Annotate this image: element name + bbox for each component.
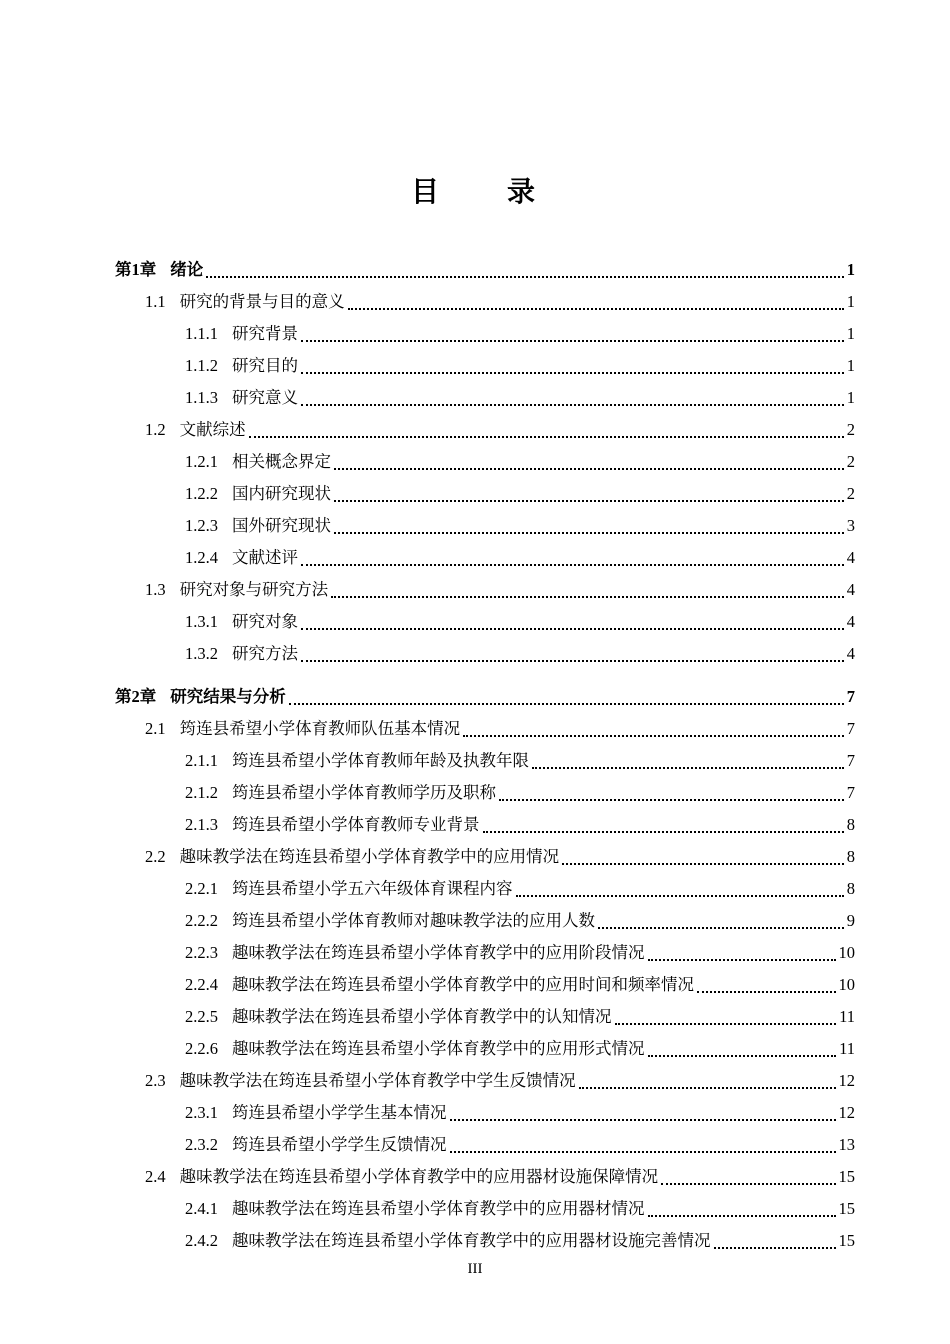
toc-leader-dots [463,735,844,737]
toc-entry [115,969,855,1001]
toc-leader-dots [301,660,844,662]
toc-leader-dots [661,1183,835,1185]
toc-entry [115,809,855,841]
toc-entry-number: 1.2.3 [185,516,218,535]
toc-entry-page: 7 [846,783,855,802]
toc-entry [115,937,855,969]
toc-entry-page: 15 [838,1167,855,1186]
toc-entry-page: 8 [846,847,855,866]
toc-entry-page: 4 [846,612,855,631]
page-title: 目 录 [410,177,539,208]
toc-entry-number: 2.4.1 [185,1199,218,1218]
toc-leader-dots [483,831,844,833]
toc-leader-dots [331,596,844,598]
toc-leader-dots [499,799,844,801]
toc-entry-title: 筠连县希望小学体育教师年龄及执教年限 [232,751,529,770]
toc-leader-dots [714,1247,836,1249]
toc-entry-title: 国外研究现状 [232,516,331,535]
toc-entry-title: 趣味教学法在筠连县希望小学体育教学中学生反馈情况 [179,1071,576,1090]
toc-entry-number: 2.2.2 [185,911,218,930]
toc-entry [115,905,855,937]
toc-entry [115,1065,855,1097]
toc-entry [115,638,855,670]
toc-leader-dots [301,564,844,566]
toc-entry-number: 2.3 [145,1071,166,1090]
toc-leader-dots [562,863,844,865]
toc-entry-title: 趣味教学法在筠连县希望小学体育教学中的应用阶段情况 [232,943,645,962]
toc-leader-dots [648,959,836,961]
toc-entry-number: 1.3.2 [185,644,218,663]
toc-leader-dots [516,895,844,897]
toc-entry-number: 2.3.1 [185,1103,218,1122]
toc-entry-page: 12 [838,1071,855,1090]
toc-entry-number: 2.3.2 [185,1135,218,1154]
toc-entry-title: 趣味教学法在筠连县希望小学体育教学中的应用器材设施保障情况 [179,1167,659,1186]
toc-entry-number: 2.2.5 [185,1007,218,1026]
toc-entry-page: 2 [846,484,855,503]
toc-entry [115,350,855,382]
toc-entry-title: 趣味教学法在筠连县希望小学体育教学中的应用器材设施完善情况 [232,1231,711,1250]
toc-entry-number: 2.2.4 [185,975,218,994]
toc-entry-title: 趣味教学法在筠连县希望小学体育教学中的应用情况 [179,847,560,866]
toc-entry-title: 国内研究现状 [232,484,331,503]
toc-entry [115,606,855,638]
toc-leader-dots [334,532,844,534]
toc-entry-number: 2.2.3 [185,943,218,962]
toc-entry-title: 筠连县希望小学体育教师对趣味教学法的应用人数 [232,911,595,930]
toc-entry-title: 相关概念界定 [232,452,331,471]
toc-entry-number: 1.1.3 [185,388,218,407]
toc-entry-page: 11 [839,1007,855,1026]
toc-entry-page: 2 [846,452,855,471]
toc-entry [115,745,855,777]
toc-entry [115,478,855,510]
toc-entry [115,1001,855,1033]
toc-entry-page: 10 [838,943,855,962]
toc-entry-title: 文献综述 [179,420,246,439]
toc-entry-page: 7 [846,719,855,738]
toc-entry-number: 1.1.2 [185,356,218,375]
toc-entry [115,286,855,318]
toc-entry-title: 绪论 [170,260,204,279]
toc-leader-dots [249,436,844,438]
toc-entry-number: 1.2 [145,420,166,439]
toc-entry-number: 1.2.4 [185,548,218,567]
toc-entry-number: 2.4.2 [185,1231,218,1250]
toc-entry [115,681,855,713]
toc-entry-page: 4 [846,580,855,599]
toc-entry-number: 2.2.1 [185,879,218,898]
toc-leader-dots [697,991,836,993]
toc-list [115,254,855,1257]
toc-leader-dots [615,1023,837,1025]
toc-entry-number: 1.1 [145,292,166,311]
toc-entry-title: 筠连县希望小学学生反馈情况 [232,1135,447,1154]
toc-entry-title: 趣味教学法在筠连县希望小学体育教学中的认知情况 [232,1007,612,1026]
toc-entry [115,1193,855,1225]
toc-leader-dots [301,372,844,374]
toc-entry-number: 2.2 [145,847,166,866]
toc-leader-dots [334,500,844,502]
toc-entry-page: 10 [838,975,855,994]
toc-leader-dots [579,1087,836,1089]
toc-entry-title: 研究背景 [232,324,298,343]
toc-leader-dots [648,1215,836,1217]
toc-entry-number: 1.2.1 [185,452,218,471]
toc-entry-title: 研究方法 [232,644,298,663]
toc-entry [115,841,855,873]
toc-entry-title: 研究对象与研究方法 [179,580,329,599]
toc-entry-title: 研究结果与分析 [170,687,286,706]
toc-entry [115,574,855,606]
toc-entry-number: 2.1.3 [185,815,218,834]
toc-entry-page: 11 [839,1039,855,1058]
footer-page-number: III [467,1261,483,1277]
toc-entry-title: 研究目的 [232,356,298,375]
toc-entry-page: 1 [846,292,855,311]
toc-leader-dots [532,767,844,769]
toc-entry [115,318,855,350]
toc-leader-dots [598,927,844,929]
toc-entry-page: 15 [838,1199,855,1218]
toc-entry-page: 7 [846,751,855,770]
toc-entry-title: 筠连县希望小学五六年级体育课程内容 [232,879,513,898]
toc-entry-page: 13 [838,1135,855,1154]
toc-leader-dots [450,1119,836,1121]
toc-entry [115,510,855,542]
toc-entry-page: 15 [838,1231,855,1250]
toc-leader-dots [301,340,844,342]
toc-leader-dots [301,404,844,406]
toc-entry [115,1225,855,1257]
toc-entry-number: 2.2.6 [185,1039,218,1058]
toc-entry-page: 1 [846,388,855,407]
toc-leader-dots [450,1151,836,1153]
toc-entry-title: 文献述评 [232,548,298,567]
toc-entry-page: 7 [846,687,855,706]
toc-entry-page: 1 [846,324,855,343]
toc-entry [115,1033,855,1065]
toc-entry-page: 8 [846,879,855,898]
toc-entry-page: 3 [846,516,855,535]
toc-entry [115,382,855,414]
toc-entry [115,414,855,446]
toc-entry-page: 8 [846,815,855,834]
toc-entry [115,1161,855,1193]
toc-entry-number: 2.1 [145,719,166,738]
toc-leader-dots [648,1055,837,1057]
toc-entry-page: 9 [846,911,855,930]
toc-leader-dots [348,308,844,310]
toc-entry-page: 12 [838,1103,855,1122]
toc-entry [115,777,855,809]
toc-leader-dots [334,468,844,470]
toc-entry [115,873,855,905]
toc-entry [115,254,855,286]
toc-entry-title: 研究意义 [232,388,298,407]
toc-entry-title: 趣味教学法在筠连县希望小学体育教学中的应用时间和频率情况 [232,975,694,994]
toc-entry-number: 第2章 [115,687,157,706]
toc-entry-page: 4 [846,644,855,663]
toc-entry-number: 1.3 [145,580,166,599]
toc-entry-title: 趣味教学法在筠连县希望小学体育教学中的应用形式情况 [232,1039,645,1058]
toc-entry-title: 筠连县希望小学体育教师学历及职称 [232,783,496,802]
toc-entry-title: 研究的背景与目的意义 [179,292,345,311]
toc-entry-title: 趣味教学法在筠连县希望小学体育教学中的应用器材情况 [232,1199,645,1218]
toc-leader-dots [289,703,844,705]
toc-entry-number: 1.3.1 [185,612,218,631]
toc-entry-page: 1 [846,260,855,279]
toc-entry-title: 筠连县希望小学体育教师队伍基本情况 [179,719,461,738]
toc-entry-page: 2 [846,420,855,439]
toc-entry-title: 筠连县希望小学体育教师专业背景 [232,815,480,834]
toc-entry [115,446,855,478]
toc-entry-number: 2.1.2 [185,783,218,802]
toc-entry-title: 筠连县希望小学学生基本情况 [232,1103,447,1122]
toc-leader-dots [206,276,844,278]
toc-entry-page: 1 [846,356,855,375]
toc-entry [115,713,855,745]
toc-entry-number: 1.2.2 [185,484,218,503]
toc-entry-number: 2.4 [145,1167,166,1186]
toc-entry [115,542,855,574]
toc-entry-number: 2.1.1 [185,751,218,770]
toc-entry [115,1097,855,1129]
toc-entry-page: 4 [846,548,855,567]
toc-entry-title: 研究对象 [232,612,298,631]
toc-entry-number: 第1章 [115,260,157,279]
toc-leader-dots [301,628,844,630]
toc-entry [115,1129,855,1161]
toc-entry-number: 1.1.1 [185,324,218,343]
